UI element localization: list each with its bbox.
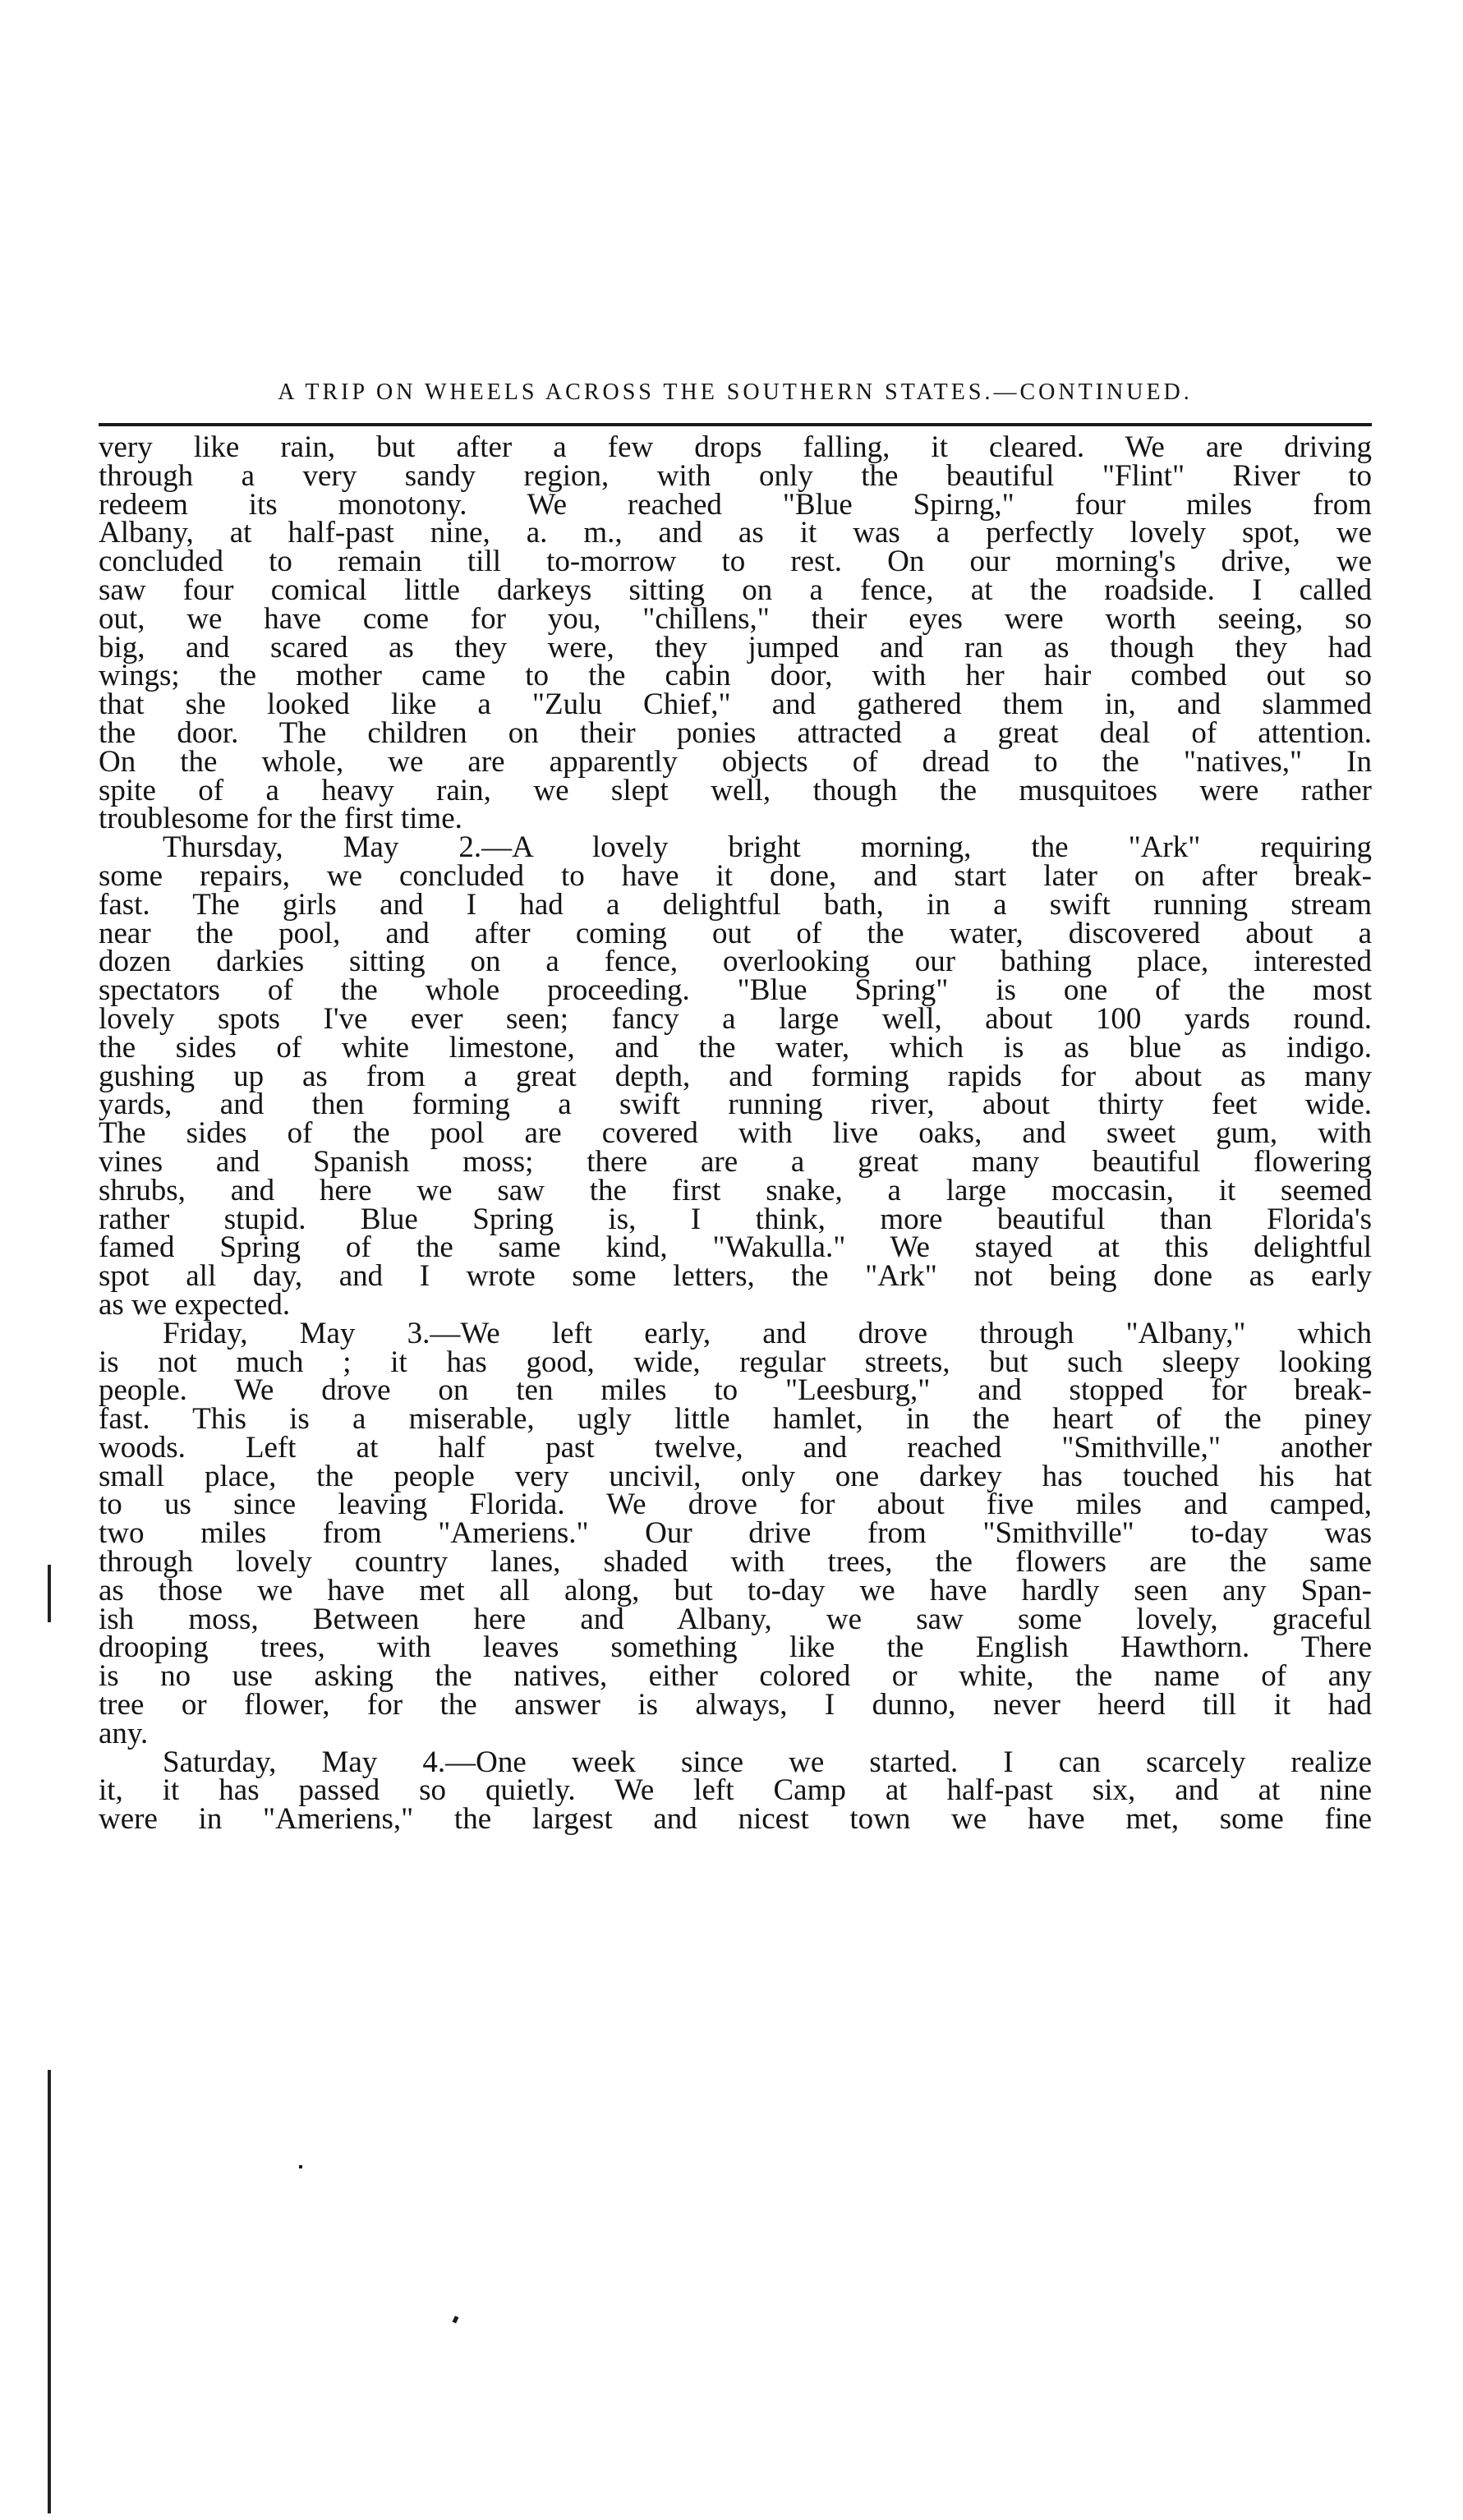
- text-line: some repairs, we concluded to have it done, and start later on after break-: [99, 858, 1372, 893]
- text-line: concluded to remain till to-morrow to rest. On our morning's drive, we: [99, 545, 1372, 579]
- ink-speck: [299, 2165, 302, 2168]
- text-line: rather stupid. Blue Spring is, I think, more beautiful than Florida's: [99, 1202, 1372, 1236]
- text-line: woods. Left at half past twelve, and reached "Smithville," another: [99, 1430, 1372, 1465]
- text-line: is no use asking the natives, either colored or white, the name of any: [99, 1659, 1372, 1694]
- text-line: through a very sandy region, with only the beautiful "Flint" River to: [99, 458, 1372, 493]
- text-line: wings; the mother came to the cabin door, with her hair combed out so: [99, 659, 1372, 693]
- text-line: small place, the people very uncivil, only one darkey has touched his hat: [99, 1459, 1372, 1493]
- margin-scan-line: [48, 1565, 51, 1622]
- text-line: dozen darkies sitting on a fence, overlooking our bathing place, interested: [99, 945, 1372, 979]
- text-line: spot all day, and I wrote some letters, the "Ark" not being done as early: [99, 1259, 1372, 1294]
- text-line: very like rain, but after a few drops falling, it cleared. We are driving: [99, 430, 1372, 464]
- text-line: Thursday, May 2.—A lovely bright morning, the "Ark" requiring: [163, 830, 1372, 865]
- text-line: Albany, at half-past nine, a. m., and as it was a perfectly lovely spot, we: [99, 516, 1372, 550]
- text-line: shrubs, and here we saw the first snake, a large moccasin, it seemed: [99, 1173, 1372, 1207]
- text-line: were in "Ameriens," the largest and nicest town we have met, some fine: [99, 1802, 1372, 1837]
- text-line: famed Spring of the same kind, "Wakulla." We stayed at this delightful: [99, 1230, 1372, 1265]
- text-line: is not much ; it has good, wide, regular streets, but such sleepy looking: [99, 1345, 1372, 1379]
- text-line: troublesome for the first time.: [99, 802, 462, 836]
- text-line: it, it has passed so quietly. We left Camp at half-past six, and at nine: [99, 1773, 1372, 1808]
- header-rule: [99, 423, 1372, 426]
- body-text: [99, 430, 1372, 1837]
- text-line: ish moss, Between here and Albany, we saw some lovely, graceful: [99, 1602, 1372, 1636]
- text-line: to us since leaving Florida. We drove for about five miles and camped,: [99, 1488, 1372, 1522]
- text-line: gushing up as from a great depth, and forming rapids for about as many: [99, 1059, 1372, 1093]
- text-line: fast. This is a miserable, ugly little hamlet, in the heart of the piney: [99, 1402, 1372, 1437]
- text-line: The sides of the pool are covered with live oaks, and sweet gum, with: [99, 1116, 1372, 1151]
- text-line: the sides of white limestone, and the water, which is as blue as indigo.: [99, 1030, 1372, 1065]
- text-line: drooping trees, with leaves something like the English Hawthorn. There: [99, 1630, 1372, 1665]
- text-line: the door. The children on their ponies attracted a great deal of attention.: [99, 715, 1372, 750]
- text-line: Friday, May 3.—We left early, and drove through "Albany," which: [163, 1316, 1372, 1350]
- text-line: as those we have met all along, but to-day we have hardly seen any Span-: [99, 1573, 1372, 1607]
- ink-speck: [453, 2315, 459, 2323]
- text-line: Saturday, May 4.—One week since we started. I can scarcely realize: [163, 1745, 1372, 1779]
- text-line: yards, and then forming a swift running river, about thirty feet wide.: [99, 1088, 1372, 1122]
- text-line: lovely spots I've ever seen; fancy a large well, about 100 yards round.: [99, 1001, 1372, 1036]
- text-line: spectators of the whole proceeding. "Blue Spring" is one of the most: [99, 973, 1372, 1008]
- text-line: through lovely country lanes, shaded with trees, the flowers are the same: [99, 1545, 1372, 1580]
- text-line: people. We drove on ten miles to "Leesburg," and stopped for break-: [99, 1373, 1372, 1408]
- text-line: any.: [99, 1716, 149, 1750]
- text-line: tree or flower, for the answer is always, I dunno, never heerd till it had: [99, 1688, 1372, 1722]
- text-line: big, and scared as they were, they jumped and ran as though they had: [99, 630, 1372, 664]
- text-line: near the pool, and after coming out of the water, discovered about a: [99, 916, 1372, 950]
- text-line: saw four comical little darkeys sitting on a fence, at the roadside. I called: [99, 573, 1372, 607]
- text-line: spite of a heavy rain, we slept well, though the musquitoes were rather: [99, 773, 1372, 807]
- text-line: that she looked like a "Zulu Chief," and gathered them in, and slammed: [99, 687, 1372, 722]
- text-line: redeem its monotony. We reached "Blue Spirng," four miles from: [99, 487, 1372, 522]
- running-head: A TRIP ON WHEELS ACROSS THE SOUTHERN STATES.—CONTINUED.: [278, 379, 1193, 405]
- text-line: as we expected.: [99, 1287, 291, 1322]
- text-line: vines and Spanish moss; there are a great many beautiful flowering: [99, 1144, 1372, 1179]
- text-line: On the whole, we are apparently objects of dread to the "natives," In: [99, 744, 1372, 779]
- text-line: two miles from "Ameriens." Our drive from "Smithville" to-day was: [99, 1516, 1372, 1551]
- text-line: fast. The girls and I had a delightful bath, in a swift running stream: [99, 887, 1372, 922]
- margin-scan-line: [48, 2070, 51, 2513]
- text-line: out, we have come for you, "chillens," their eyes were worth seeing, so: [99, 601, 1372, 636]
